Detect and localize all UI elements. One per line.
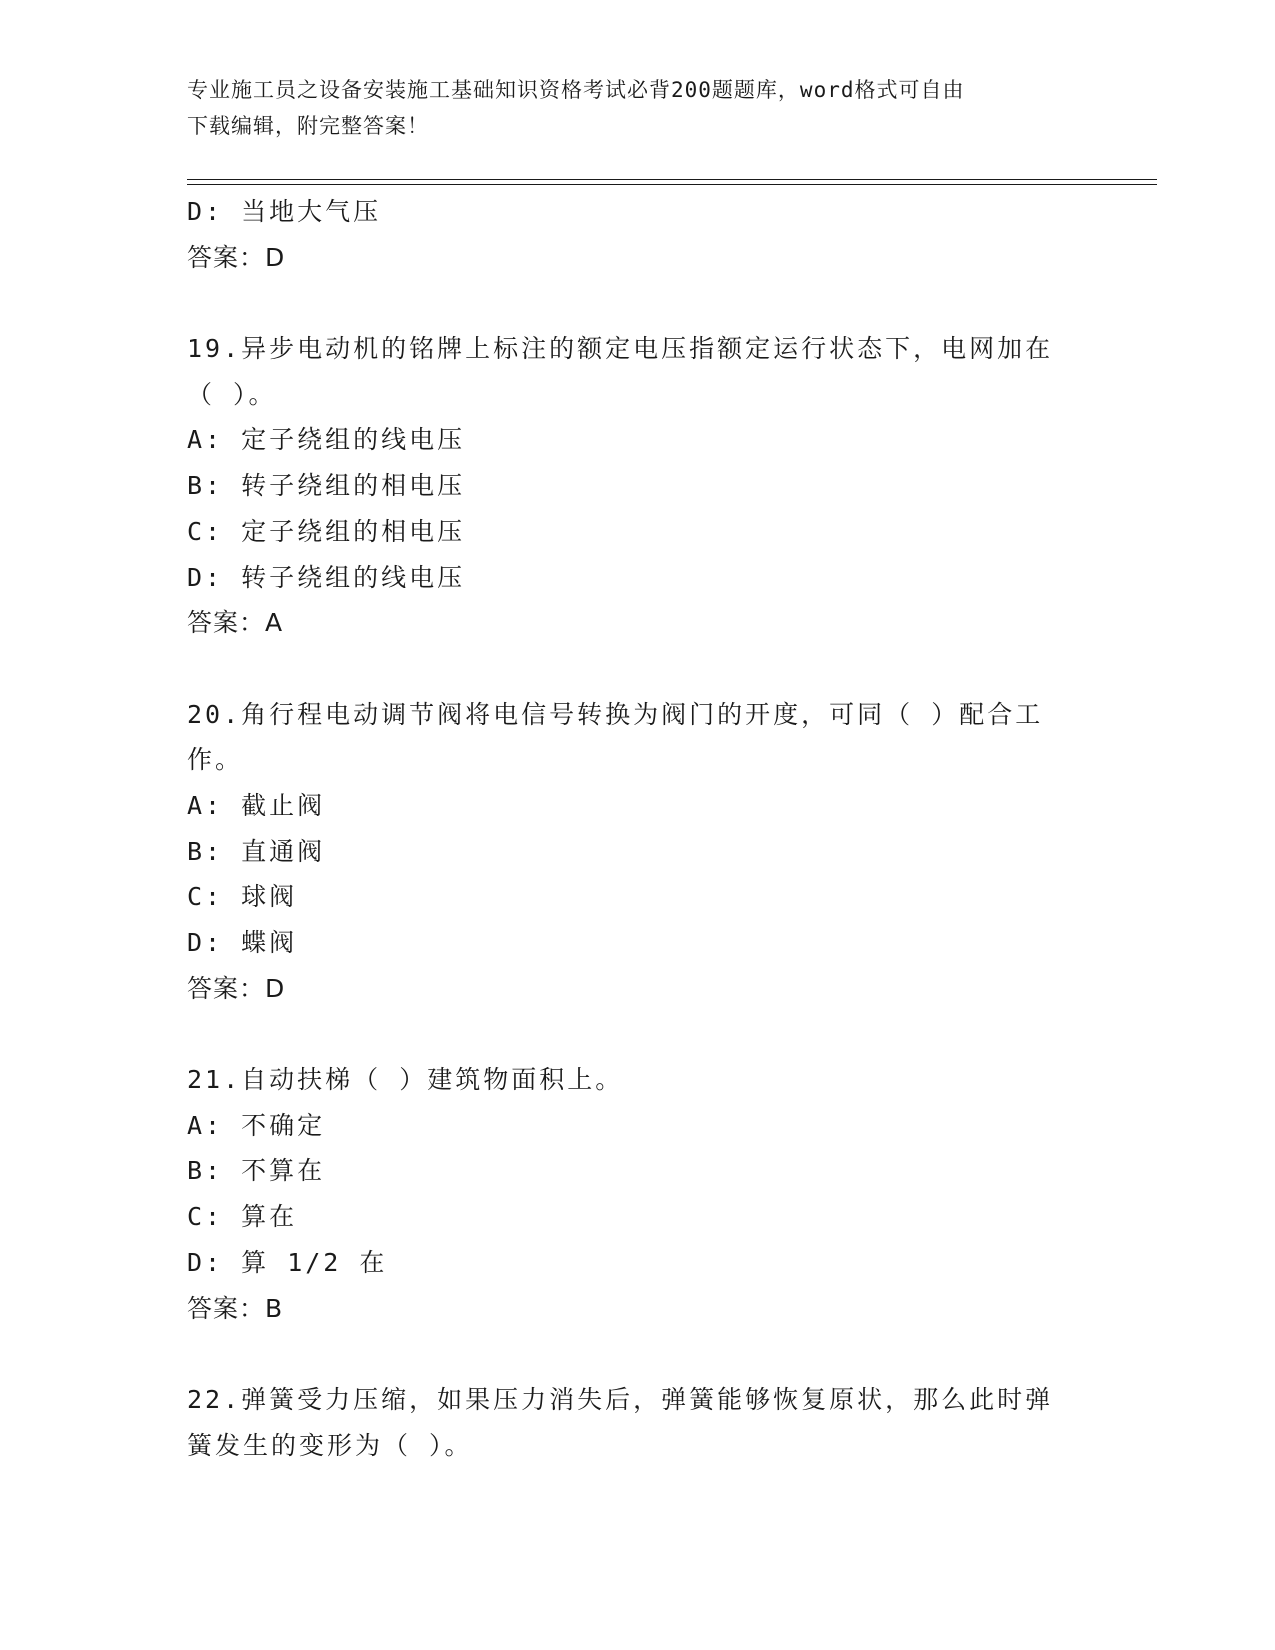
option-d: D: 转子绕组的线电压 [187, 562, 466, 592]
question-stem-line: 作。 [187, 745, 244, 775]
header-divider-top [187, 179, 1157, 180]
question-stem-line: （ ）。 [187, 379, 277, 409]
header-line-2: 下载编辑，附完整答案！ [187, 114, 429, 138]
header-line-1: 专业施工员之设备安装施工基础知识资格考试必背200题题库，word格式可自由 [187, 78, 965, 102]
option-c: C: 算在 [187, 1202, 298, 1232]
spacer [187, 1331, 1087, 1377]
question-stem-line: 22.弹簧受力压缩，如果压力消失后，弹簧能够恢复原状，那么此时弹 [187, 1384, 1054, 1414]
answer-line: 答案：D [187, 973, 286, 1003]
option-a: A: 截止阀 [187, 790, 326, 820]
option-d: D: 蝶阀 [187, 928, 298, 957]
option-c: C: 球阀 [187, 882, 298, 912]
option-b: B: 转子绕组的相电压 [187, 471, 466, 501]
document-header [187, 72, 1087, 144]
spacer [187, 1011, 1087, 1057]
option-d: D: 算 1/2 在 [187, 1247, 388, 1277]
question-stem-line: 20.角行程电动调节阀将电信号转换为阀门的开度，可同（ ）配合工 [187, 699, 1044, 729]
option-b: B: 直通阀 [187, 836, 326, 866]
option-a: A: 定子绕组的线电压 [187, 425, 466, 455]
option-c: C: 定子绕组的相电压 [187, 516, 466, 546]
question-stem-line: 19.异步电动机的铭牌上标注的额定电压指额定运行状态下，电网加在 [187, 334, 1054, 364]
option-b: B: 不算在 [187, 1156, 326, 1186]
answer-line: 答案：D [187, 242, 286, 272]
question-stem-line: 21.自动扶梯（ ）建筑物面积上。 [187, 1065, 624, 1095]
question-stem-line: 簧发生的变形为（ ）。 [187, 1430, 473, 1460]
spacer [187, 646, 1087, 692]
header-divider-bottom [187, 184, 1157, 185]
option-a: A: 不确定 [187, 1110, 326, 1140]
question-list [187, 189, 1087, 1468]
option-d: D: 当地大气压 [187, 197, 382, 226]
spacer [187, 280, 1087, 326]
answer-line: 答案：A [187, 608, 284, 638]
answer-line: 答案：B [187, 1293, 284, 1323]
